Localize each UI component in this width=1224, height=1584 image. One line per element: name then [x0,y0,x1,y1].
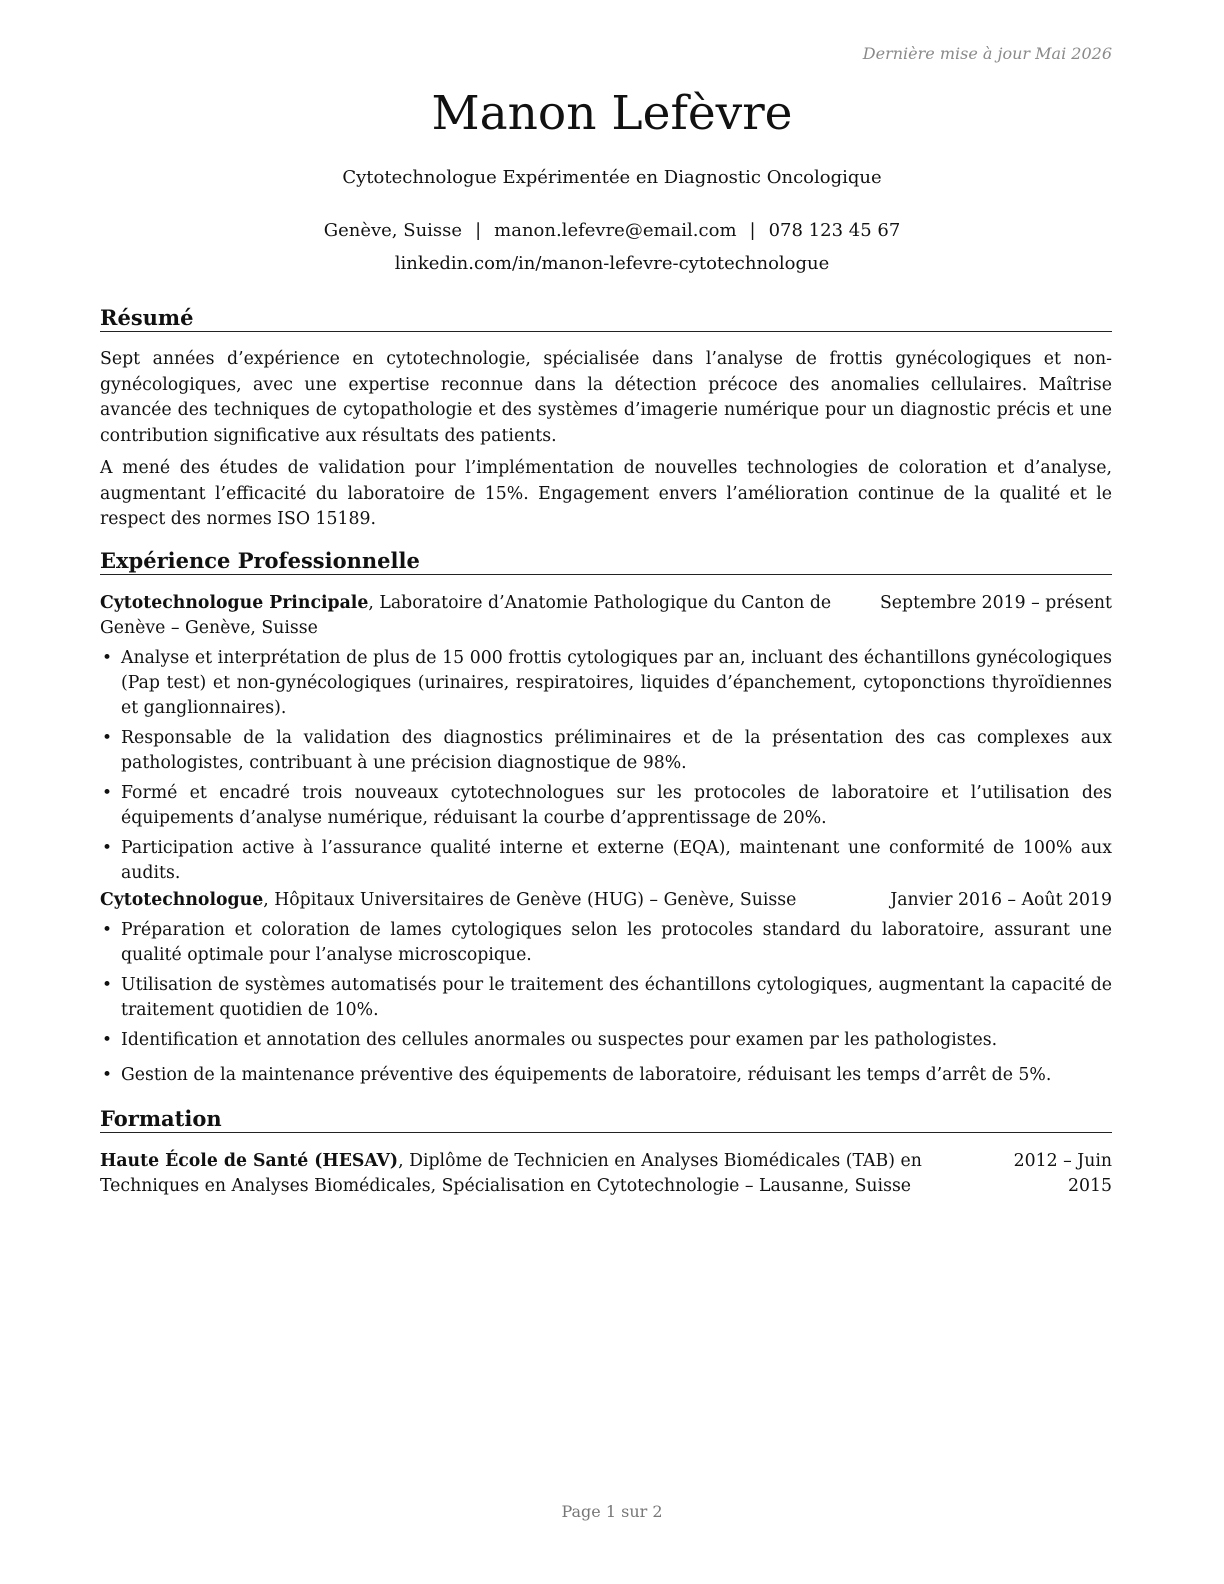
education-degree: , Diplôme de Technicien en Analyses Biomédicales (TAB) en Techniques en Analyses Biomédicales, Spécialisation en Cytotechnologie – Lausanne, Suisse [100,1151,922,1196]
contact-linkedin[interactable]: linkedin.com/in/manon-lefevre-cytotechnologue [394,253,830,274]
list-item: • Analyse et interprétation de plus de 15 000 frottis cytologiques par an, incluant des échantillons gynécologiques (Pap test) et non-gynécologiques (urinaires, respiratoires, liquides d’épanchement, cytoponctions thyroïdiennes et ganglionnaires). [100,646,1112,721]
contact-email[interactable]: manon.lefevre@email.com [494,220,737,241]
last-updated: Dernière mise à jour Mai 2026 [862,44,1112,63]
job-employer: , Hôpitaux Universitaires de Genève (HUG) – Genève, Suisse [263,890,797,910]
section-title-summary: Résumé [100,305,1112,332]
contact-separator: | [749,220,756,241]
contact-phone: 078 123 45 67 [768,220,901,241]
job-employer: , Laboratoire d’Anatomie Pathologique du Canton de Genève – Genève, Suisse [100,593,832,638]
education-school: Haute École de Santé (HESAV) [100,1151,399,1171]
job-header [100,591,1112,641]
job-bullet-list [100,918,1112,1093]
list-item: • Identification et annotation des cellules anormales ou suspectes pour examen par les pathologistes. [100,1028,1112,1053]
job-subtitle: Cytotechnologue Expérimentée en Diagnostic Oncologique [342,167,882,188]
contact-location: Genève, Suisse [323,220,463,241]
education-dates: 2012 – Juin 2015 [1013,1151,1112,1196]
section-title-experience: Expérience Professionnelle [100,548,1112,575]
list-item: • Gestion de la maintenance préventive des équipements de laboratoire, réduisant les temps d’arrêt de 5%. [100,1063,1112,1088]
job-role: Cytotechnologue [100,890,264,910]
page-number: Page 1 sur 2 [561,1502,663,1521]
list-item: • Responsable de la validation des diagnostics préliminaires et de la présentation des cas complexes aux pathologistes, contribuant à une précision diagnostique de 98%. [100,726,1112,776]
contact-line [0,220,1224,241]
job-dates: Janvier 2016 – Août 2019 [890,890,1112,910]
summary-paragraph: A mené des études de validation pour l’implémentation de nouvelles technologies de coloration et d’analyse, augmentant l’efficacité du laboratoire de 15%. Engagement envers l’amélioration continue de la qualité et le respect des normes ISO 15189. [100,458,1112,529]
job-dates: Septembre 2019 – présent [879,593,1112,613]
list-item: • Préparation et coloration de lames cytologiques selon les protocoles standard du laboratoire, assurant une qualité optimale pour l’analyse microscopique. [100,918,1112,968]
job-header [100,888,1112,913]
education-entry [100,1149,1112,1199]
job-bullet-list [100,646,1112,891]
list-item: • Formé et encadré trois nouveaux cytotechnologues sur les protocoles de laboratoire et l’utilisation des équipements d’analyse numérique, réduisant la courbe d’apprentissage de 20%. [100,781,1112,831]
candidate-name: Manon Lefèvre [431,86,793,141]
contact-separator: | [475,220,482,241]
list-item: • Participation active à l’assurance qualité interne et externe (EQA), maintenant une conformité de 100% aux audits. [100,836,1112,886]
section-title-education: Formation [100,1106,1112,1133]
summary-paragraph: Sept années d’expérience en cytotechnologie, spécialisée dans l’analyse de frottis gynécologiques et non-gynécologiques, avec une expertise reconnue dans la détection précoce des anomalies cellulaires. Maîtrise avancée des techniques de cytopathologie et des systèmes d’imagerie numérique pour un diagnostic précis et une contribution significative aux résultats des patients. [100,349,1112,446]
job-role: Cytotechnologue Principale [100,593,369,613]
list-item: • Utilisation de systèmes automatisés pour le traitement des échantillons cytologiques, augmentant la capacité de traitement quotidien de 10%. [100,973,1112,1023]
